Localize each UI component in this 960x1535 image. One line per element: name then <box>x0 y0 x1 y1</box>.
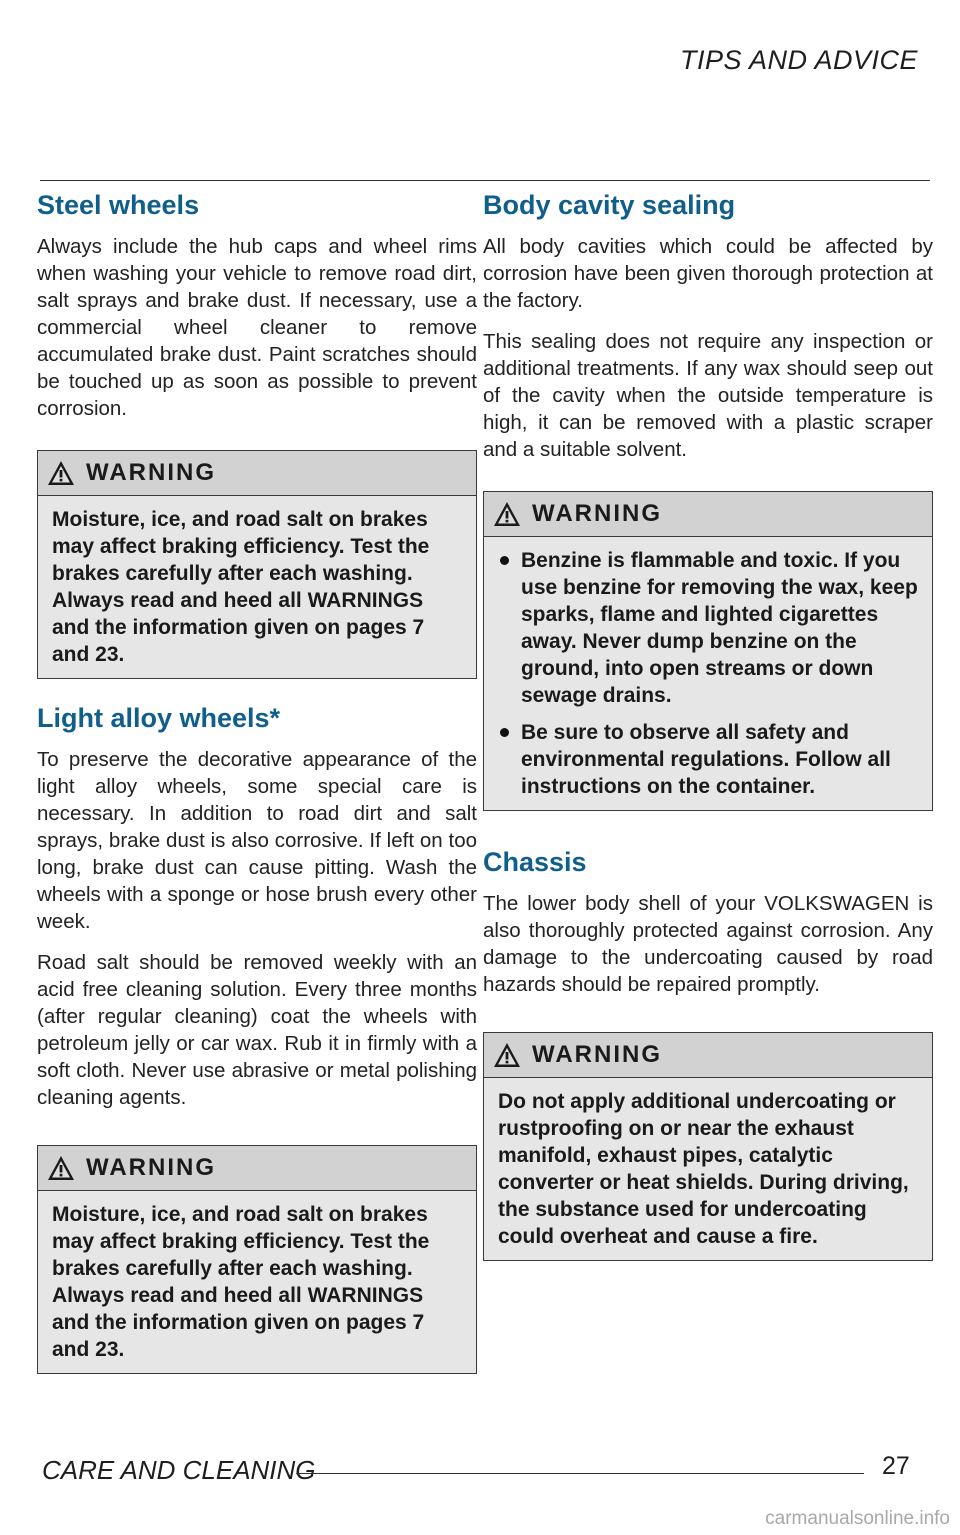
warning-bullet <box>498 547 922 709</box>
footer-section-title: CARE AND CLEANING <box>42 1455 316 1485</box>
warning-header <box>484 492 932 537</box>
steel-wheels-text: Always include the hub caps and wheel rims when washing your vehicle to remove road dirt, salt sprays and brake dust. If necessary, use a commercial wheel cleaner to remove accumulated brake dust. Paint scratches should be touched up as soon as possible to prevent corrosion. <box>37 235 477 420</box>
warning-text: Moisture, ice, and road salt on brakes may affect braking efficiency. Test the brakes carefully after each washing. Always read and heed all WARNINGS and the information given on pages 7 and 23. <box>52 1203 430 1361</box>
body-cavity-para-1: All body cavities which could be affected by corrosion have been given thorough protection at the factory. <box>483 235 933 312</box>
bullet-dot <box>500 728 509 737</box>
light-alloy-para-1: To preserve the decorative appearance of the light alloy wheels, some special care is necessary. In addition to road dirt and salt sprays, brake dust is also corrosive. If left on too long, brake dust can cause pitting. Wash the wheels with a sponge or hose brush every other week. <box>37 748 477 933</box>
warning-label: WARNING <box>86 459 216 486</box>
warning-triangle-icon <box>492 500 522 528</box>
body-cavity-para-2: This sealing does not require any inspection or additional treatments. If any wax should seep out of the cavity when the outside temperature is high, it can be removed with a plastic scraper and a suitable solvent. <box>483 330 933 461</box>
light-alloy-para-2: Road salt should be removed weekly with an acid free cleaning solution. Every three months (after regular cleaning) coat the wheels with petroleum jelly or car wax. Rub it in firmly with a soft cloth. Never use abrasive or metal polishing cleaning agents. <box>37 951 477 1109</box>
warning-triangle-icon <box>492 1041 522 1069</box>
steel-wheels-heading: Steel wheels <box>37 190 200 220</box>
page-header-title: TIPS AND ADVICE <box>679 45 918 75</box>
warning-label: WARNING <box>532 1041 662 1068</box>
warning-box <box>483 491 933 811</box>
warning-header <box>38 451 476 496</box>
warning-text: Moisture, ice, and road salt on brakes may affect braking efficiency. Test the brakes carefully after each washing. Always read and heed all WARNINGS and the information given on pages 7 and 23. <box>52 508 430 666</box>
right-column <box>483 190 933 1279</box>
watermark: carmanualsonline.info <box>765 1508 950 1529</box>
warning-box <box>483 1032 933 1261</box>
warning-bullet-text: Benzine is flammable and toxic. If you use benzine for removing the wax, keep sparks, flame and lighted cigarettes away. Never dump benzine on the ground, into open streams or down sewage drains. <box>521 549 918 707</box>
warning-box <box>37 450 477 679</box>
warning-header <box>484 1033 932 1078</box>
light-alloy-heading: Light alloy wheels* <box>37 703 281 733</box>
header-divider <box>40 180 930 181</box>
chassis-text: The lower body shell of your VOLKSWAGEN is also thoroughly protected against corrosion. Any damage to the undercoating caused by road hazards should be repaired promptly. <box>483 892 933 996</box>
warning-body <box>484 537 932 810</box>
warning-triangle-icon <box>46 1154 76 1182</box>
left-column <box>37 190 477 1392</box>
warning-box <box>37 1145 477 1374</box>
warning-body <box>484 1078 932 1260</box>
warning-body <box>38 1191 476 1373</box>
warning-body <box>38 496 476 678</box>
warning-bullet <box>498 719 922 800</box>
warning-text: Do not apply additional undercoating or rustproofing on or near the exhaust manifold, exhaust pipes, catalytic converter or heat shields. During driving, the substance used for undercoating could overheat and cause a fire. <box>498 1090 909 1248</box>
page-number: 27 <box>882 1452 910 1480</box>
warning-header <box>38 1146 476 1191</box>
warning-triangle-icon <box>46 459 76 487</box>
warning-bullet-text: Be sure to observe all safety and environmental regulations. Follow all instructions on the container. <box>521 721 891 798</box>
warning-label: WARNING <box>86 1154 216 1181</box>
body-cavity-heading: Body cavity sealing <box>483 190 736 220</box>
bullet-dot <box>500 556 509 565</box>
warning-label: WARNING <box>532 500 662 527</box>
chassis-heading: Chassis <box>483 847 587 877</box>
footer-divider <box>296 1473 864 1474</box>
